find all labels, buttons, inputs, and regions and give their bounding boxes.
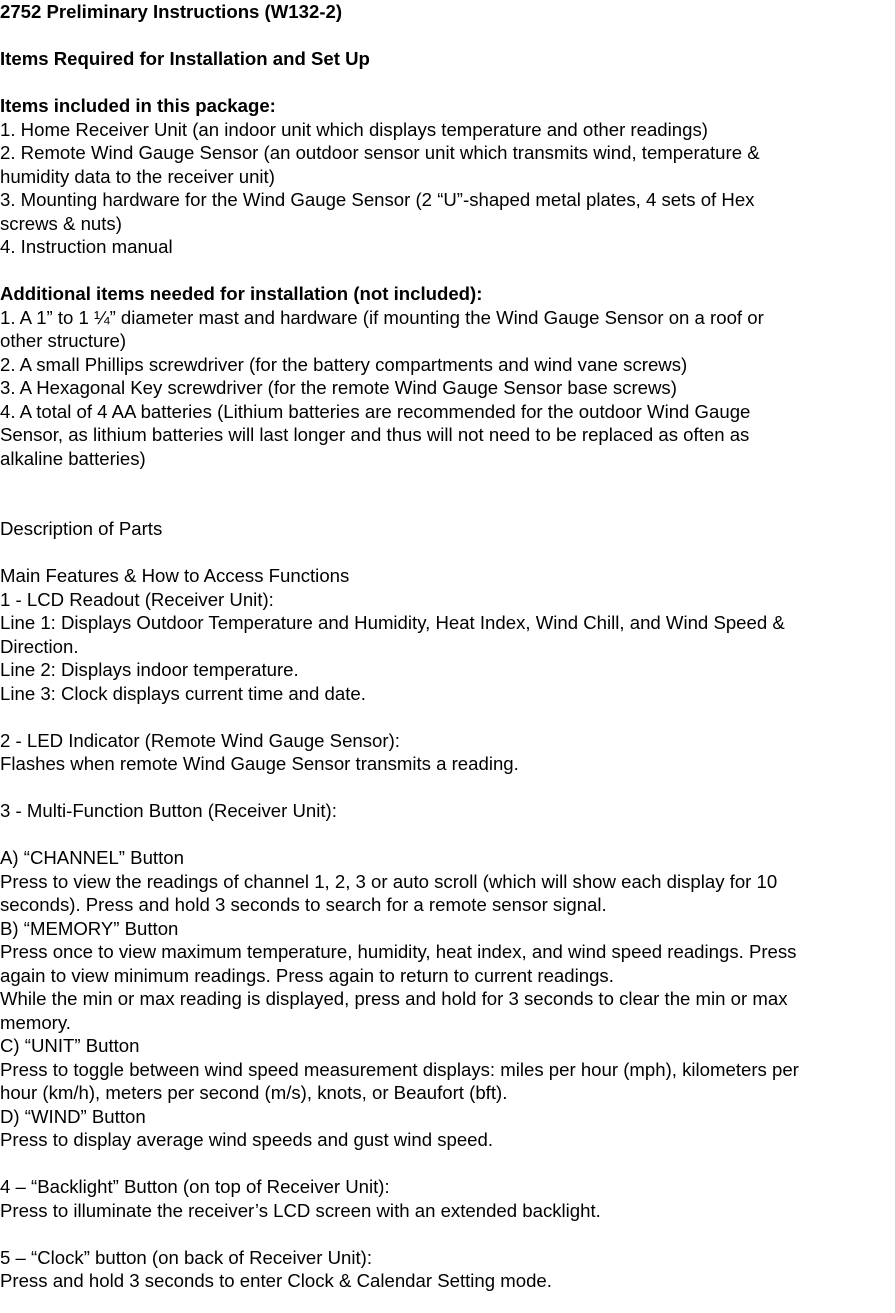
- spacer: [0, 71, 895, 95]
- included-line: 4. Instruction manual: [0, 236, 173, 257]
- additional-line: 2. A small Phillips screwdriver (for the battery compartments and wind vane screws): [0, 353, 688, 375]
- backlight-heading: 4 – “Backlight” Button (on top of Receiver Unit):: [0, 1176, 390, 1197]
- spacer: [0, 24, 895, 48]
- lcd-list: [0, 611, 895, 705]
- additional-line: alkaline batteries): [0, 447, 146, 469]
- memory-line: memory.: [0, 1011, 71, 1033]
- led-heading: 2 - LED Indicator (Remote Wind Gauge Sensor):: [0, 729, 400, 751]
- additional-line: Sensor, as lithium batteries will last longer and thus will not need to be replaced as often as: [0, 424, 750, 445]
- unit-line: Press to toggle between wind speed measurement displays: miles per hour (mph), kilometers per: [0, 1058, 799, 1080]
- spacer: [0, 823, 895, 847]
- unit-line: hour (km/h), meters per second (m/s), knots, or Beaufort (bft).: [0, 1082, 508, 1103]
- spacer: [0, 541, 895, 565]
- additional-line: 1. A 1” to 1 ¼” diameter mast and hardware (if mounting the Wind Gauge Sensor on a roof or: [0, 306, 764, 328]
- memory-line: While the min or max reading is displayed, press and hold for 3 seconds to clear the min or max: [0, 988, 788, 1009]
- included-heading: Items included in this package:: [0, 95, 276, 116]
- additional-line: 4. A total of 4 AA batteries (Lithium batteries are recommended for the outdoor Wind Gauge: [0, 400, 751, 422]
- channel-button-label: A) “CHANNEL” Button: [0, 847, 184, 868]
- included-line: 2. Remote Wind Gauge Sensor (an outdoor sensor unit which transmits wind, temperature &: [0, 142, 760, 163]
- spacer: [0, 705, 895, 729]
- document-title: 2752 Preliminary Instructions (W132-2): [0, 1, 343, 22]
- additional-heading: Additional items needed for installation (not included):: [0, 283, 483, 304]
- included-line: 3. Mounting hardware for the Wind Gauge Sensor (2 “U”-shaped metal plates, 4 sets of Hex: [0, 189, 755, 210]
- memory-line: again to view minimum readings. Press again to return to current readings.: [0, 964, 614, 986]
- lcd-line: Line 2: Displays indoor temperature.: [0, 659, 299, 680]
- wind-line: Press to display average wind speeds and gust wind speed.: [0, 1129, 494, 1150]
- additional-list: [0, 306, 895, 471]
- lcd-heading: 1 - LCD Readout (Receiver Unit):: [0, 588, 274, 610]
- included-line: humidity data to the receiver unit): [0, 165, 275, 187]
- memory-button-label: B) “MEMORY” Button: [0, 917, 179, 939]
- spacer: [0, 776, 895, 800]
- lcd-line: Line 1: Displays Outdoor Temperature and Humidity, Heat Index, Wind Chill, and Wind Speed &: [0, 612, 785, 633]
- features-heading: Main Features & How to Access Functions: [0, 565, 350, 586]
- spacer: [0, 1222, 895, 1246]
- clock-heading: 5 – “Clock” button (on back of Receiver Unit):: [0, 1246, 373, 1268]
- led-line: Flashes when remote Wind Gauge Sensor transmits a reading.: [0, 753, 519, 774]
- included-line: screws & nuts): [0, 212, 122, 234]
- channel-line: Press to view the readings of channel 1, 2, 3 or auto scroll (which will show each display for 10: [0, 870, 778, 892]
- clock-line: Press and hold 3 seconds to enter Clock & Calendar Setting mode.: [0, 1270, 552, 1291]
- lcd-line: Line 3: Clock displays current time and date.: [0, 682, 366, 704]
- lcd-line: Direction.: [0, 635, 79, 657]
- multi-heading: 3 - Multi-Function Button (Receiver Unit):: [0, 800, 337, 821]
- included-line: 1. Home Receiver Unit (an indoor unit which displays temperature and other readings): [0, 118, 708, 140]
- memory-line: Press once to view maximum temperature, humidity, heat index, and wind speed readings. Press: [0, 941, 797, 962]
- wind-button-label: D) “WIND” Button: [0, 1105, 146, 1127]
- spacer: [0, 259, 895, 283]
- spacer: [0, 1152, 895, 1176]
- included-list: [0, 118, 895, 259]
- additional-line: other structure): [0, 330, 127, 351]
- required-heading: Items Required for Installation and Set Up: [0, 48, 370, 69]
- additional-line: 3. A Hexagonal Key screwdriver (for the remote Wind Gauge Sensor base screws): [0, 377, 677, 398]
- description-heading: Description of Parts: [0, 518, 163, 539]
- spacer: [0, 470, 895, 517]
- channel-line: seconds). Press and hold 3 seconds to search for a remote sensor signal.: [0, 894, 607, 915]
- unit-button-label: C) “UNIT” Button: [0, 1035, 140, 1056]
- backlight-line: Press to illuminate the receiver’s LCD screen with an extended backlight.: [0, 1199, 601, 1221]
